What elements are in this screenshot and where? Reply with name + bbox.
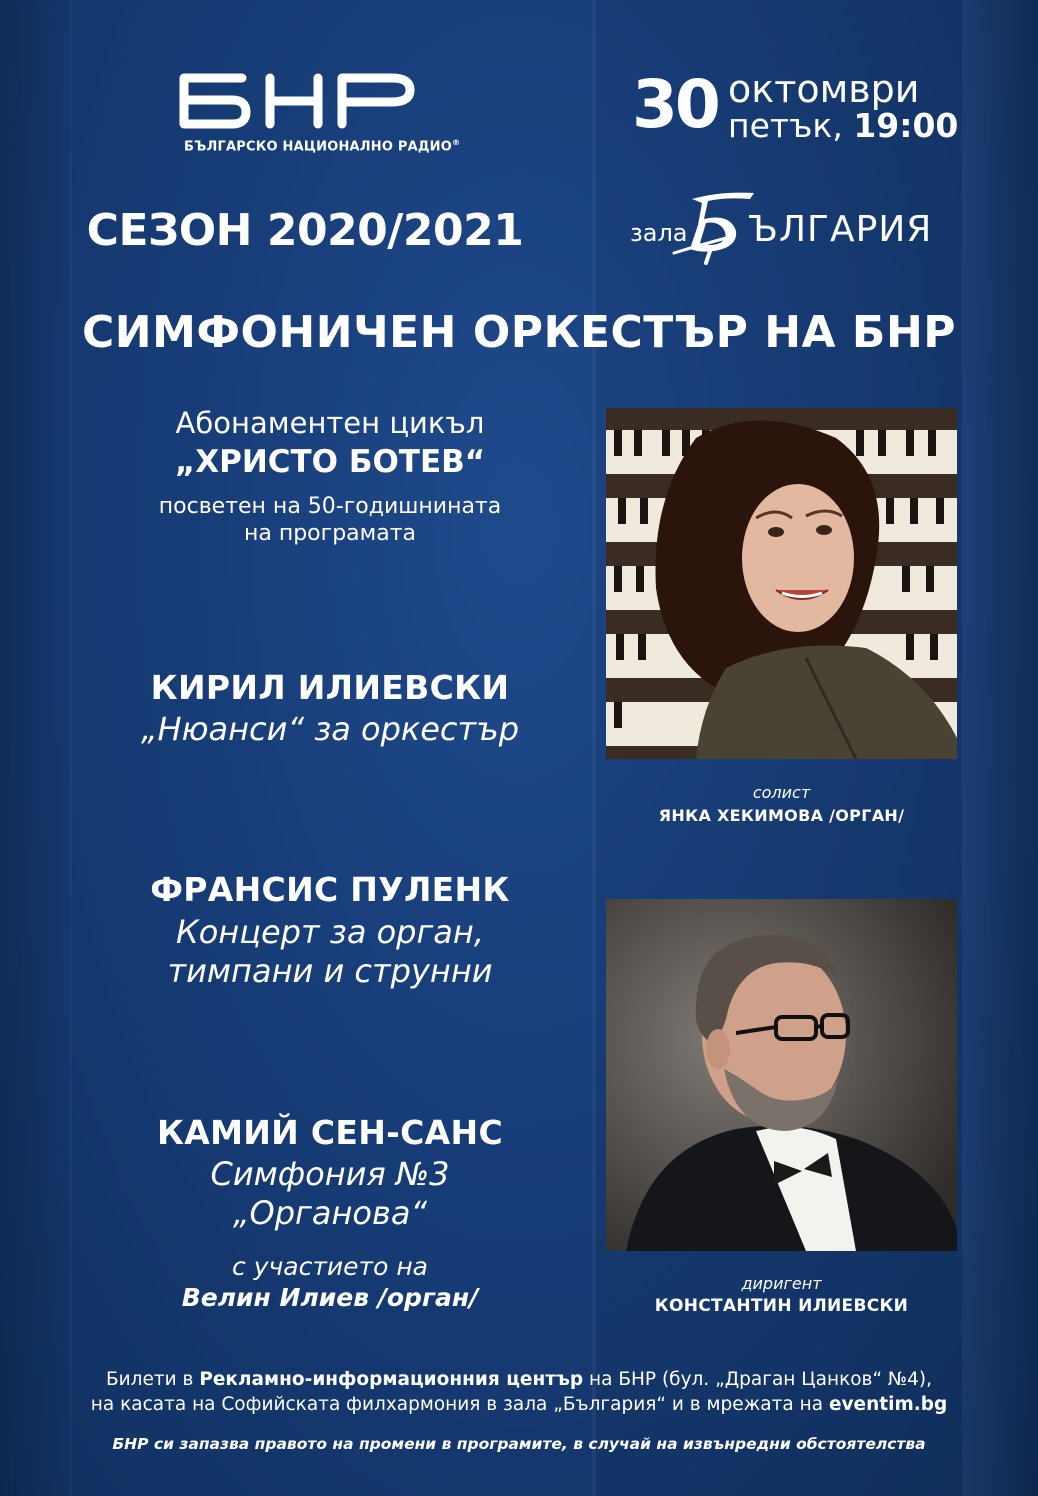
dedication-line-1: посветен на 50-годишнината — [158, 494, 502, 519]
orchestra-title: СИМФОНИЧЕН ОРКЕСТЪР НА БНР — [81, 307, 957, 358]
event-month: октомври — [728, 67, 920, 111]
conductor-name: КОНСТАНТИН ИЛИЕВСКИ — [654, 1296, 909, 1316]
event-day: 30 — [632, 66, 718, 143]
ticket-text-3: на касата на Софийската филхармония в зала „България“ и в мрежата на — [90, 1393, 829, 1415]
bnr-logo-mark — [170, 72, 420, 134]
work-3-line-2: „Органова“ — [232, 1194, 428, 1233]
event-time: 19:00 — [853, 106, 959, 145]
work-2-line-2: тимпани и струнни — [167, 952, 493, 991]
ticket-text-1: Билети в — [105, 1369, 200, 1390]
event-weekday: петък, — [728, 106, 854, 145]
dedication-line-2: на програмата — [243, 520, 417, 546]
conductor-label: диригент — [741, 1274, 822, 1293]
hall-prefix: зала — [630, 219, 688, 247]
logo-subtitle-text: БЪЛГАРСКО НАЦИОНАЛНО РАДИО — [184, 139, 452, 155]
work-1-line-1: „Нюанси“ за оркестър — [140, 710, 520, 748]
ticket-info — [0, 1368, 1038, 1418]
bnr-logo — [170, 72, 461, 155]
composer-2: ФРАНСИС ПУЛЕНК — [150, 870, 510, 909]
event-weekday-time — [728, 108, 958, 144]
soloist-label: солист — [752, 783, 811, 802]
subscription-cycle-name: „ХРИСТО БОТЕВ“ — [174, 444, 486, 480]
hall-initial — [670, 185, 671, 186]
work-2-line-1: Концерт за орган, — [175, 913, 484, 951]
ticket-info-line-1 — [0, 1368, 1038, 1393]
ticket-website: eventim.bg — [828, 1393, 948, 1415]
soloist-name: ЯНКА ХЕКИМОВА /ОРГАН/ — [658, 806, 905, 825]
hall-initial-brush-icon — [670, 185, 760, 265]
subscription-dedication — [80, 494, 580, 548]
program-change-notice: БНР си запазва правото на промени в програмите, в случай на извънредни обстоятелства — [112, 1435, 926, 1453]
composer-1: КИРИЛ ИЛИЕВСКИ — [150, 668, 510, 707]
soloist-photo — [606, 408, 957, 759]
hall-name-rest: ЪЛГАРИЯ — [748, 209, 933, 250]
work-3-line-1: Симфония №3 — [210, 1155, 450, 1193]
ticket-text-2: на БНР (бул. „Драган Цанков“ №4), — [583, 1369, 933, 1390]
participation-name: Велин Илиев /орган/ — [181, 1283, 479, 1312]
subscription-cycle-label: Абонаментен цикъл — [175, 406, 485, 440]
season-title: СЕЗОН 2020/2021 — [86, 205, 524, 256]
conductor-photo — [606, 899, 957, 1251]
work-1 — [70, 710, 590, 749]
work-3 — [70, 1155, 590, 1233]
bnr-logo-subtitle — [184, 138, 461, 155]
ticket-center-name: Рекламно-информационния център — [199, 1369, 584, 1390]
hall-bulgaria-logo — [630, 185, 933, 265]
registered-mark: ® — [451, 138, 461, 147]
composer-3: КАМИЙ СЕН-САНС — [157, 1113, 503, 1152]
work-2 — [70, 913, 590, 991]
ticket-info-line-2 — [0, 1393, 1038, 1418]
participation-label: с участието на — [232, 1252, 428, 1281]
